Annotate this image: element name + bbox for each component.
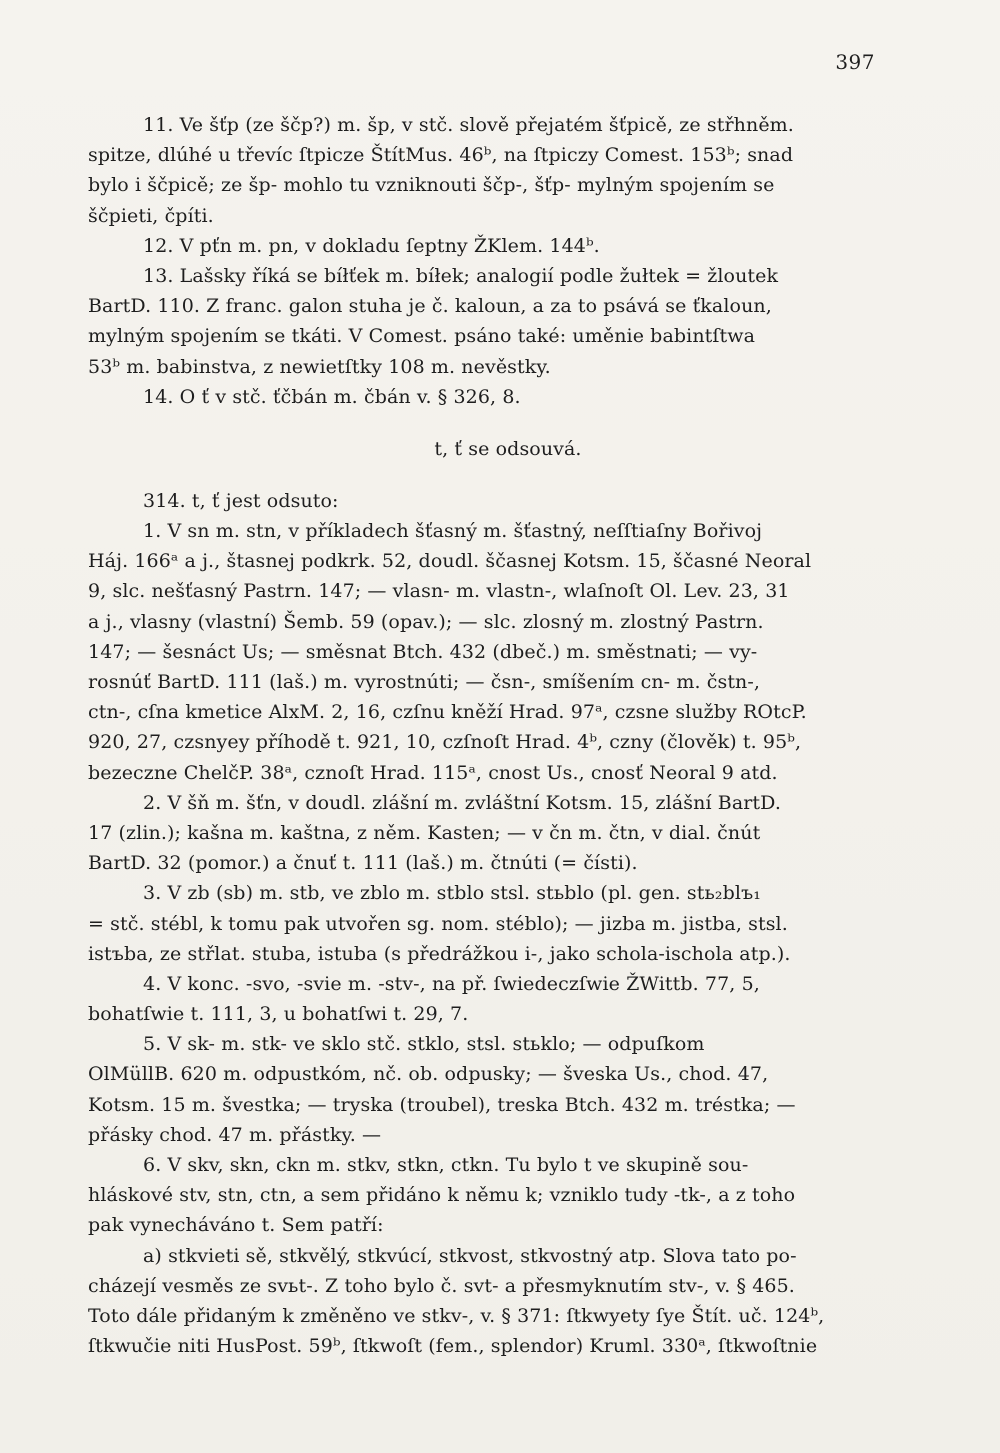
text-line: 9, slc. nešťasný Pastrn. 147; — vlasn- m. vlastn-, wlaſnoſt Ol. Lev. 23, 31 (88, 580, 790, 603)
text-line: 11. Ve šťp (ze ščp?) m. šp, v stč. slově přejatém šťpicě, ze střhněm. (143, 114, 794, 136)
text-line: a) stkvieti sě, stkvělý, stkvúcí, stkvost, stkvostný atp. Slova tato po- (143, 1244, 797, 1267)
text-line: 12. V pťn m. pn, v dokladu ſeptny ŽKlem. 144ᵇ. (143, 234, 600, 257)
text-block (88, 110, 908, 1361)
text-line: přásky chod. 47 m. přástky. — (88, 1123, 382, 1146)
text-line: 2. V šň m. šťn, v doudl. zlášní m. zvláštní Kotsm. 15, zlášní BartD. (143, 791, 781, 814)
text-line: = stč. stébl, k tomu pak utvořen sg. nom. stéblo); — jizba m. jistba, stsl. (88, 912, 788, 935)
text-line: 4. V konc. -svo, -svie m. -stv-, na př. ſwiedeczſwie ŽWittb. 77, 5, (143, 972, 760, 995)
text-line: bylo i ščpicě; ze šp- mohlo tu vzniknouti ščp-, šťp- mylným spojením se (88, 174, 775, 197)
section-title: t, ť se odsouvá. (434, 437, 582, 460)
spacer (88, 472, 908, 486)
text-line: Háj. 166ᵃ a j., štasnej podkrk. 52, doudl. ščasnej Kotsm. 15, ščasné Neoral (88, 550, 812, 573)
text-line: 920, 27, czsnyey příhodě t. 921, 10, czſnoſt Hrad. 4ᵇ, czny (člověk) t. 95ᵇ, (88, 731, 802, 754)
text-line: bohatſwie t. 111, 3, u bohatſwi t. 29, 7. (88, 1003, 469, 1026)
text-line: 17 (zlin.); kašna m. kaštna, z něm. Kasten; — v čn m. čtn, v dial. čnút (88, 821, 761, 844)
text-line: pak vynecháváno t. Sem patří: (88, 1214, 384, 1237)
text-line: ščpieti, čpíti. (88, 204, 214, 227)
text-line: BartD. 32 (pomor.) a čnuť t. 111 (laš.) m. čtnúti (= čísti). (88, 852, 638, 875)
text-line: OlMüllB. 620 m. odpustkóm, nč. ob. odpusky; — šveska Us., chod. 47, (88, 1063, 769, 1086)
text-line: 6. V skv, skn, ckn m. stkv, stkn, ctkn. Tu bylo t ve skupině sou- (143, 1154, 749, 1176)
text-line: istъba, ze střlat. stuba, istuba (s předrážkou i-, jako schola-ischola atp.). (88, 942, 791, 965)
text-line: cházejí vesměs ze svьt-. Z toho bylo č. svt- a přesmyknutím stv-, v. § 465. (88, 1274, 795, 1297)
text-line: 147; — šesnáct Us; — směsnat Btch. 432 (dbeč.) m. směstnati; — vy- (88, 640, 758, 663)
text-line: bezeczne ChelčP. 38ᵃ, cznoſt Hrad. 115ᵃ, cnost Us., cnosť Neoral 9 atd. (88, 761, 778, 784)
text-line: 13. Lašsky říká se bíłťek m. bíłek; analogií podle žułtek = žloutek (143, 264, 779, 287)
text-line: 5. V sk- m. stk- ve sklo stč. stklo, stsl. stьklo; — odpuſkom (143, 1033, 705, 1056)
text-line: hláskové stv, stn, ctn, a sem přidáno k němu k; vzniklo tudy -tk-, a z toho (88, 1184, 796, 1207)
text-line: 14. O ť v stč. ťčbán m. čbán v. § 326, 8. (143, 385, 521, 408)
text-line: 53ᵇ m. babinstva, z newietſtky 108 m. nevěstky. (88, 355, 551, 378)
text-line: ſtkwučie niti HusPost. 59ᵇ, ſtkwoſt (fem., splendor) Kruml. 330ᵃ, ſtkwoſtnie (88, 1335, 818, 1358)
text-line: a j., vlasny (vlastní) Šemb. 59 (opav.); — slc. zlosný m. zlostný Pastrn. (88, 610, 764, 633)
text-line: mylným spojením se tkáti. V Comest. psáno také: uměnie babintſtwa (88, 325, 756, 348)
section-heading: 314. t, ť jest odsuto: (143, 489, 339, 512)
text-line: BartD. 110. Z franc. galon stuha je č. kaloun, a za to psává se ťkaloun, (88, 295, 772, 318)
text-line: ctn-, cſna kmetice AlxM. 2, 16, czſnu kněží Hrad. 97ᵃ, czsne služby ROtcP. (88, 701, 807, 724)
page-number: 397 (835, 50, 875, 74)
text-line: 3. V zb (sb) m. stb, ve zblo m. stblo stsl. stьblo (pl. gen. stь₂blъ₁ (143, 882, 761, 905)
spacer (88, 412, 908, 426)
text-line: 1. V sn m. stn, v příkladech šťasný m. šťastný, neſſtiaſny Bořivoj (143, 520, 763, 543)
text-line: Toto dále přidaným k změněno ve stkv-, v. § 371: ſtkwyety ſye Štít. uč. 124ᵇ, (88, 1304, 825, 1327)
text-line: Kotsm. 15 m. švestka; — tryska (troubel), treska Btch. 432 m. tréstka; — (88, 1093, 796, 1116)
text-line: rosnúť BartD. 111 (laš.) m. vyrostnúti; — čsn-, smíšením cn- m. čstn-, (88, 671, 761, 693)
text-line: spitze, dlúhé u třevíc ſtpicze ŠtítMus. 46ᵇ, na ſtpiczy Comest. 153ᵇ; snad (88, 144, 794, 167)
